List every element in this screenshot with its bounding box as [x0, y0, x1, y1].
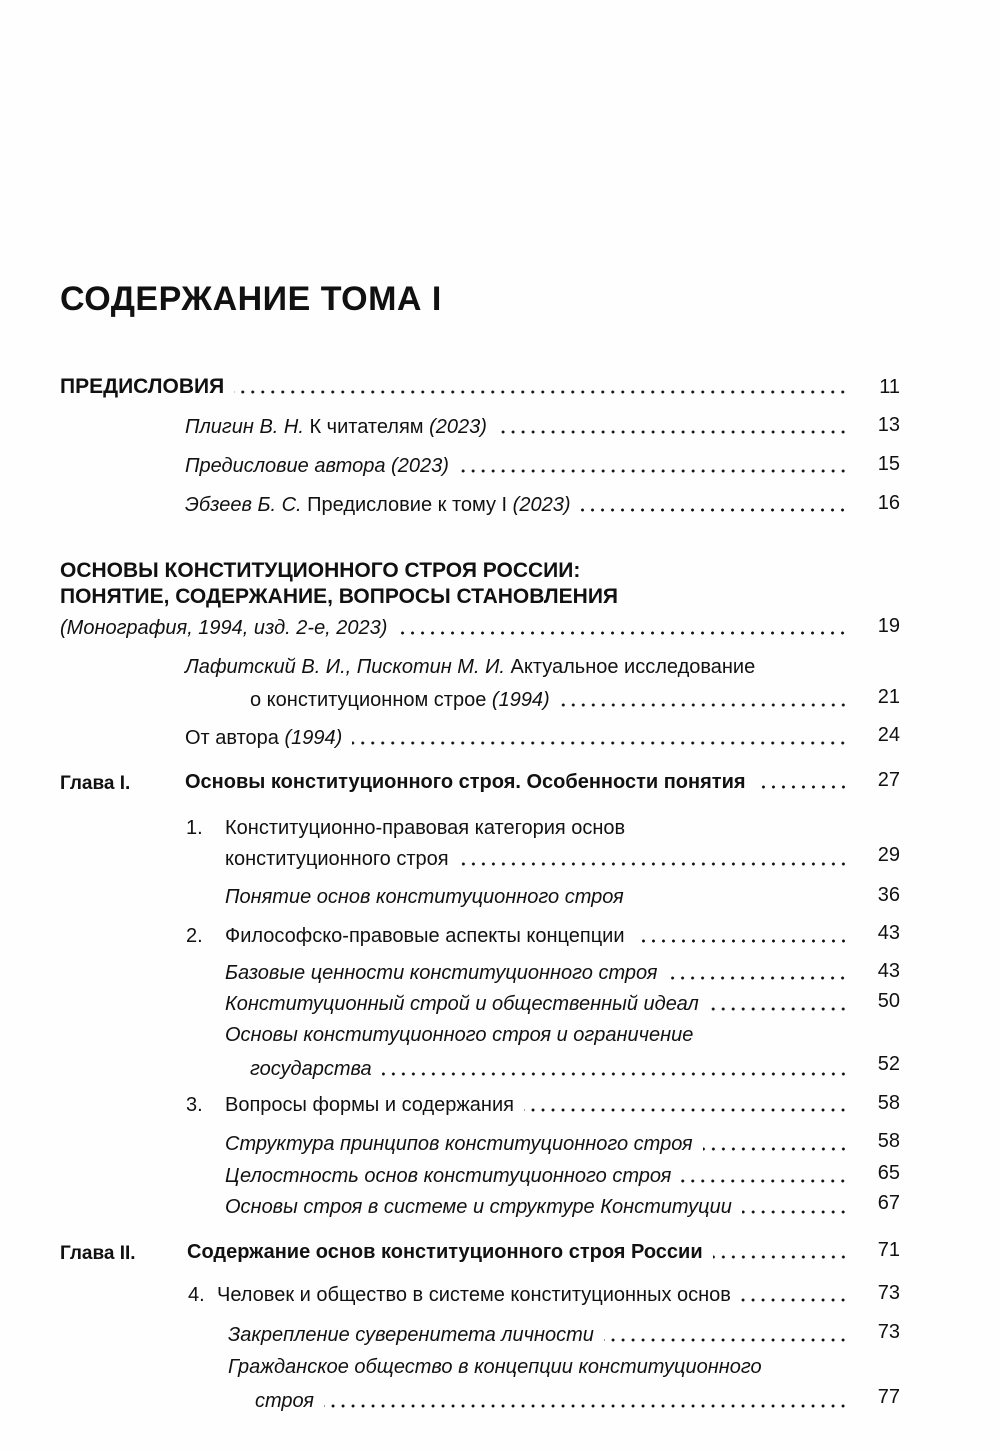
page-number: 58 — [877, 1092, 900, 1114]
toc-entry-section[interactable] — [217, 1282, 848, 1308]
page-number: 13 — [877, 414, 900, 436]
entry-text: Основы строя в системе и структуре Конституции — [225, 1196, 732, 1218]
page-number: 43 — [877, 960, 900, 982]
section-number: 4. — [188, 1284, 205, 1306]
chapter-label: Глава II. — [60, 1243, 136, 1264]
dot-leader — [324, 1404, 848, 1408]
entry-year: (2023) — [429, 416, 487, 438]
toc-entry-subsection[interactable] — [228, 1354, 762, 1380]
dot-leader — [459, 469, 848, 473]
page-number: 27 — [877, 769, 900, 791]
toc-entry-section[interactable] — [225, 815, 625, 841]
entry-text: государства — [250, 1058, 372, 1080]
dot-leader — [397, 631, 848, 635]
dot-leader — [234, 390, 848, 394]
entry-text: строя — [255, 1390, 314, 1412]
toc-entry-chapter[interactable] — [185, 769, 848, 795]
page-number: 16 — [877, 492, 900, 514]
page-number: 67 — [877, 1192, 900, 1214]
dot-leader — [713, 1255, 848, 1259]
entry-text: Предисловие к тому I — [301, 494, 513, 516]
entry-text: ПРЕДИСЛОВИЯ — [60, 375, 225, 398]
page-number: 58 — [877, 1130, 900, 1152]
page-number: 21 — [877, 686, 900, 708]
page-number: 24 — [877, 724, 900, 746]
entry-year: (1994) — [491, 689, 550, 711]
toc-entry-continued[interactable] — [250, 687, 848, 713]
toc-entry-subsection[interactable] — [225, 1022, 693, 1048]
entry-text: Содержание основ конституционного строя России — [187, 1241, 703, 1263]
entry-year: (2023) — [512, 494, 571, 516]
entry-text: Целостность основ конституционного строя — [225, 1165, 672, 1187]
section-number: 1. — [186, 817, 203, 839]
page-number: 15 — [877, 453, 900, 475]
dot-leader — [756, 785, 848, 789]
page-number: 77 — [877, 1386, 900, 1408]
entry-year: (1994) — [284, 727, 343, 749]
page-number: 71 — [877, 1239, 900, 1261]
section-number: 3. — [186, 1094, 203, 1116]
dot-leader — [681, 1179, 848, 1183]
entry-author: Плигин В. Н. — [185, 416, 304, 438]
page-number: 73 — [877, 1282, 900, 1304]
dot-leader — [709, 1007, 848, 1011]
dot-leader — [560, 703, 848, 707]
toc-entry-section[interactable] — [225, 1092, 848, 1118]
entry-text: Актуальное исследование — [504, 656, 756, 678]
page-number: 52 — [877, 1053, 900, 1075]
entry-text: Человек и общество в системе конституционных основ — [217, 1284, 731, 1306]
entry-text: Основы конституционного строя. Особенности понятия — [185, 771, 746, 793]
entry-text: Основы конституционного строя и ограничение — [225, 1024, 694, 1046]
entry-author: Лафитский В. И., Пискотин М. И. — [185, 656, 505, 678]
page-number: 73 — [877, 1321, 900, 1343]
toc-entry-subsection[interactable] — [228, 1322, 848, 1348]
page-number: 36 — [877, 884, 900, 906]
toc-entry-monograph[interactable] — [60, 615, 848, 641]
toc-entry[interactable] — [185, 453, 848, 479]
toc-entry-chapter[interactable] — [187, 1239, 848, 1265]
page-number: 43 — [877, 922, 900, 944]
section-heading: ОСНОВЫ КОНСТИТУЦИОННОГО СТРОЯ РОССИИ: — [60, 559, 581, 582]
toc-entry[interactable] — [185, 414, 848, 440]
toc-entry-section[interactable] — [225, 923, 848, 949]
dot-leader — [667, 976, 848, 980]
toc-entry[interactable] — [185, 654, 755, 680]
toc-entry-continued[interactable] — [225, 846, 848, 872]
entry-text: Философско-правовые аспекты концепции — [225, 925, 625, 947]
section-number: 2. — [186, 925, 203, 947]
dot-leader — [524, 1108, 848, 1112]
page-title: СОДЕРЖАНИЕ ТОМА I — [60, 280, 442, 318]
page-number: 50 — [877, 990, 900, 1012]
toc-entry-subsection[interactable] — [225, 991, 848, 1017]
toc-entry[interactable] — [185, 725, 848, 751]
entry-text: Предисловие автора (2023) — [185, 455, 449, 477]
dot-leader — [635, 939, 848, 943]
page-number: 65 — [877, 1162, 900, 1184]
toc-entry-subsection[interactable] — [225, 1131, 848, 1157]
dot-leader — [741, 1298, 848, 1302]
toc-entry-continued[interactable] — [255, 1388, 848, 1414]
dot-leader — [580, 508, 848, 512]
dot-leader — [497, 430, 848, 434]
entry-author: Эбзеев Б. С. — [185, 494, 302, 516]
toc-entry-continued[interactable] — [250, 1056, 848, 1082]
toc-entry-subsection[interactable] — [225, 1163, 848, 1189]
toc-entry-subsection[interactable] — [225, 884, 848, 910]
entry-text: (Монография, 1994, изд. 2-е, 2023) — [60, 617, 388, 639]
toc-entry-subsection[interactable] — [225, 960, 848, 986]
page-number: 29 — [877, 844, 900, 866]
entry-text: Конституционно-правовая категория основ — [225, 817, 626, 839]
dot-leader — [352, 741, 848, 745]
toc-entry-prefaces[interactable] — [60, 374, 848, 400]
entry-text: о конституционном строе — [250, 689, 492, 711]
entry-text: От автора — [185, 727, 285, 749]
entry-text: Закрепление суверенитета личности — [228, 1324, 594, 1346]
dot-leader — [459, 862, 848, 866]
section-heading: ПОНЯТИЕ, СОДЕРЖАНИЕ, ВОПРОСЫ СТАНОВЛЕНИЯ — [60, 585, 619, 608]
chapter-label: Глава I. — [60, 773, 131, 794]
toc-entry[interactable] — [185, 492, 848, 518]
entry-text: Базовые ценности конституционного строя — [225, 962, 658, 984]
entry-text: Вопросы формы и содержания — [225, 1094, 514, 1116]
dot-leader — [742, 1210, 848, 1214]
dot-leader — [703, 1147, 848, 1151]
page-number: 11 — [879, 376, 900, 398]
toc-entry-subsection[interactable] — [225, 1194, 848, 1220]
entry-text: Гражданское общество в концепции конституционного — [228, 1356, 762, 1378]
entry-text: Понятие основ конституционного строя — [225, 886, 624, 908]
page-number: 19 — [877, 615, 900, 637]
dot-leader — [382, 1072, 848, 1076]
dot-leader — [604, 1338, 848, 1342]
entry-text: К читателям — [303, 416, 430, 438]
entry-text: конституционного строя — [225, 848, 449, 870]
entry-text: Конституционный строй и общественный идеал — [225, 993, 699, 1015]
entry-text: Структура принципов конституционного строя — [225, 1133, 693, 1155]
